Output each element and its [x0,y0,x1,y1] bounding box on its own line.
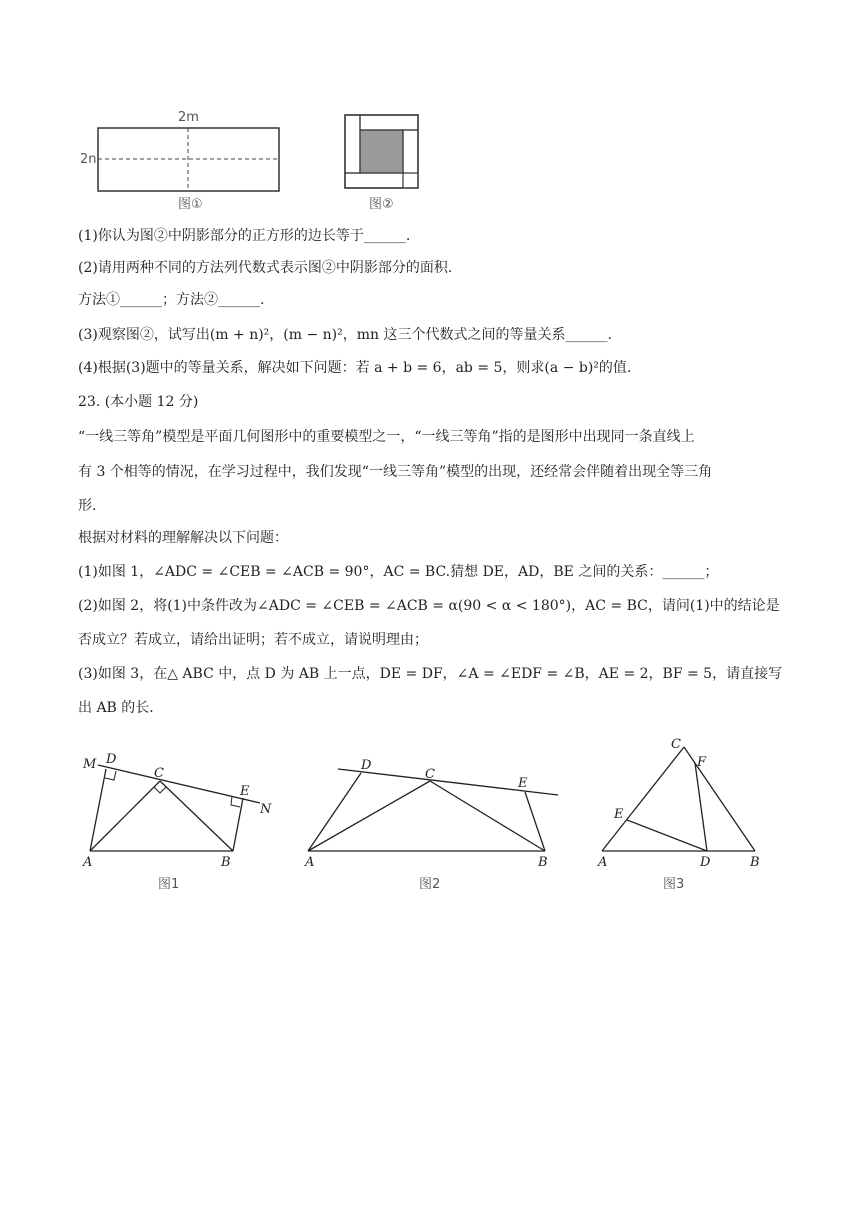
fig1-point-M: M [83,757,97,772]
q23-part2: (2)如图 2，将(1)中条件改为∠ADC = ∠CEB = ∠ACB = α(90 < α < 180°)，AC = BC，请问(1)中的结论是 [78,598,780,614]
fig3-seg-BC [684,747,755,851]
fig1-point-N: N [260,802,272,817]
q22-methods: 方法①______；方法②______. [78,292,265,308]
q23-intro-line1: “一线三等角”模型是平面几何图形中的重要模型之一，“一线三等角”指的是图形中出现同一条直线上 [78,429,695,445]
fig2-seg-BE [525,792,545,851]
q23-intro-line2: 有 3 个相等的情况，在学习过程中，我们发现“一线三等角”模型的出现，还经常会伴随着出现全等三角 [78,464,713,480]
fig1-label-2n: 2n [80,152,97,167]
q23-lead: 根据对材料的理解解决以下问题： [78,530,288,546]
fig3-seg-DF [695,763,707,851]
fig2-point-D: D [361,758,372,773]
fig1-seg-AD [90,769,106,851]
q22-part1: (1)你认为图②中阴影部分的正方形的边长等于______. [78,228,411,244]
fig1-point-A: A [83,855,93,870]
fig3-point-A: A [598,855,608,870]
fig1-right-angle-C [154,787,166,793]
fig1-right-angle-D [105,771,116,780]
fig1-point-C: C [154,766,164,781]
fig3-point-E: E [614,807,624,822]
fig2-point-E: E [518,776,528,791]
fig1-point-E: E [240,784,250,799]
fig2-bottom-caption: 图2 [419,877,441,892]
fig3-point-C: C [671,737,681,752]
fig1-line-MN [98,765,260,803]
fig1-label-2m: 2m [178,110,199,125]
q23-part3-cont: 出 AB 的长. [78,700,154,716]
q23-part1: (1)如图 1，∠ADC = ∠CEB = ∠ACB = 90°，AC = BC.猜想 DE，AD，BE 之间的关系：______； [78,564,719,580]
fig3-seg-AC [602,747,684,851]
fig1-point-B: B [221,855,231,870]
fig3-point-B: B [750,855,760,870]
q22-part3: (3)观察图②，试写出(m + n)²，(m − n)²，mn 这三个代数式之间的等量关系______. [78,327,612,343]
fig3-point-D: D [700,855,711,870]
fig2-point-C: C [425,767,435,782]
q23-intro-line3: 形. [78,498,97,514]
q23-part2-cont: 否成立？若成立，请给出证明；若不成立，请说明理由； [78,632,428,648]
q23-part3: (3)如图 3，在△ ABC 中，点 D 为 AB 上一点，DE = DF，∠A = ∠EDF = ∠B，AE = 2，BF = 5，请直接写 [78,666,783,682]
q22-part4: (4)根据(3)题中的等量关系，解决如下问题：若 a + b = 6，ab = 5，则求(a − b)²的值. [78,360,632,376]
fig1-point-D: D [106,752,117,767]
fig1-seg-AC [90,781,160,851]
q23-header: 23. (本小题 12 分) [78,394,199,410]
fig1-bottom-caption: 图1 [158,877,180,892]
q22-part2: (2)请用两种不同的方法列代数式表示图②中阴影部分的面积. [78,260,453,276]
fig1-seg-BC [160,781,233,851]
fig2-caption: 图② [369,197,394,212]
fig2-point-A: A [305,855,315,870]
fig3-bottom-caption: 图3 [663,877,685,892]
fig2-point-B: B [538,855,548,870]
fig2-seg-AD [308,773,361,851]
fig3-seg-DE [627,820,707,851]
fig3-point-F: F [697,755,707,770]
fig2-seg-AC [308,781,430,851]
fig1-caption: 图① [178,197,203,212]
